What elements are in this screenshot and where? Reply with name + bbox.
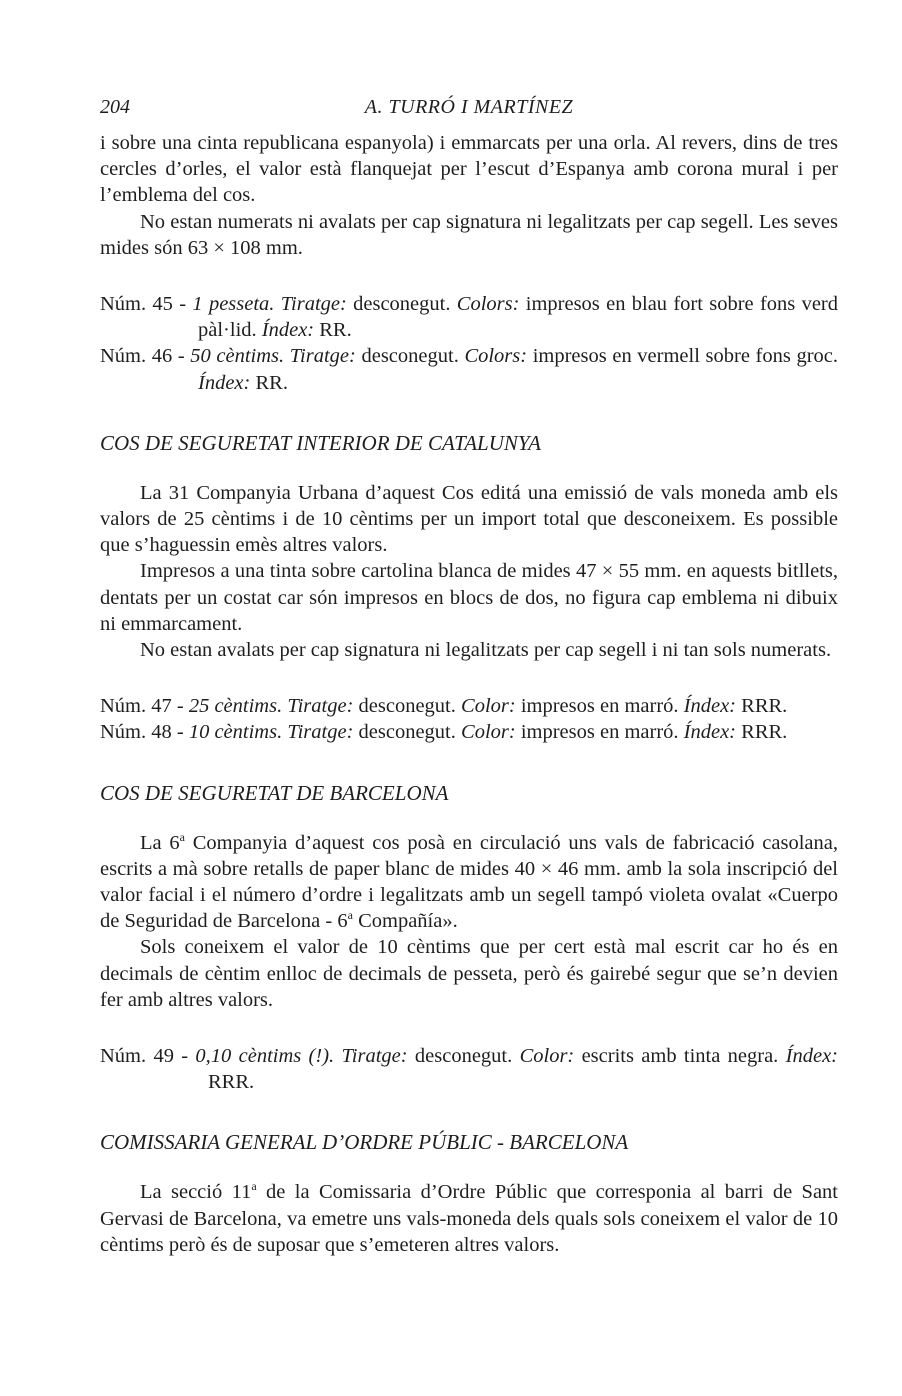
entry-value: 10 cèntims. — [188, 721, 283, 744]
catalog-entry-47 — [100, 693, 838, 719]
text-run: La 6 — [140, 831, 180, 854]
section3-paragraph-1 — [100, 1179, 838, 1258]
text-run: La secció 11 — [140, 1181, 252, 1204]
text-run: Compañía». — [352, 910, 458, 933]
entry-text: RRR. — [736, 721, 788, 744]
intro-paragraph-1: i sobre una cinta republicana espanyola) i emmarcats per una orla. Al revers, dins de tres cercles d’orles, el valor està flanquejat per l’escut d’Espanya amb corona mural i per l’emblema del cos. — [100, 132, 838, 207]
entry-label: Color: — [519, 1045, 575, 1068]
page-header — [100, 96, 838, 130]
entry-text: impresos en vermell sobre fons groc. — [527, 345, 839, 368]
section1-paragraph-2: Impresos a una tinta sobre cartolina blanca de mides 47 × 55 mm. en aquests bitllets, dentats per un costat car són impresos en blocs de dos, no figura cap emblema ni dibuix ni emmarcament. — [100, 560, 838, 635]
entry-label: Tiratge: — [289, 345, 356, 368]
entry-label: Color: — [461, 721, 516, 744]
entry-text: impresos en marró. — [515, 721, 684, 744]
section2-paragraph-1 — [100, 830, 838, 935]
entry-value: 1 pesseta. — [192, 293, 275, 316]
entry-value: 50 cèntims. — [190, 345, 285, 368]
section2-paragraph-2: Sols coneixem el valor de 10 cèntims que per cert està mal escrit car ho és en decimals de cèntim enlloc de decimals de pesseta, però és gairebé segur que se’n devien fer amb altres valors. — [100, 936, 838, 1011]
entry-text: impresos en marró. — [515, 695, 684, 718]
entry-label: Colors: — [456, 293, 520, 316]
section-heading-comissaria: COMISSARIA GENERAL D’ORDRE PÚBLIC - BARCELONA — [100, 1130, 629, 1155]
entry-label: Tiratge: — [287, 695, 354, 718]
document-page — [100, 96, 838, 1258]
catalog-entry-46 — [100, 343, 838, 395]
running-title: A. TURRÓ I MARTÍNEZ — [364, 96, 574, 118]
text-run: Companyia d’aquest cos posà en circulació uns vals de fabricació casolana, escrits a mà sobre retalls de paper blanc de mides 40 × 46 mm. amb la sola inscripció del valor facial i el número d’ordre i legalitzats amb un segell tampó violeta ovalat «Cuerpo de Seguridad de Barcelona - 6 — [100, 831, 838, 933]
entry-text: RRR. — [208, 1071, 255, 1094]
entry-label: Índex: — [198, 371, 251, 394]
superscript: a — [347, 908, 353, 923]
section1-paragraph-3: No estan avalats per cap signatura ni legalitzats per cap segell i ni tan sols numerats. — [140, 639, 832, 662]
entry-text: RRR. — [736, 695, 788, 718]
entry-value: 25 cèntims. — [188, 695, 283, 718]
section-heading-barcelona: COS DE SEGURETAT DE BARCELONA — [100, 780, 449, 805]
entry-text: escrits amb tinta negra. — [574, 1045, 786, 1068]
entry-text: desconegut. — [407, 1045, 520, 1068]
entry-value: 0,10 cèntims (!). — [195, 1045, 335, 1068]
text-run: de la Comissaria d’Ordre Públic que corresponia al barri de Sant Gervasi de Barcelona, va emetre uns vals-moneda dels quals sols coneixem el valor de 10 cèntims però és de suposar que s’emeteren altres valors. — [100, 1181, 838, 1256]
catalog-entry-48 — [100, 719, 838, 745]
entry-text: desconegut. — [353, 695, 462, 718]
entry-number: Núm. 46 - — [100, 345, 191, 368]
entry-label: Índex: — [261, 319, 315, 342]
entry-label: Índex: — [785, 1045, 838, 1068]
entry-text: RR. — [314, 319, 352, 342]
entry-text: impresos en blau fort sobre fons verd pàl·lid. — [198, 293, 839, 342]
intro-paragraph-2: No estan numerats ni avalats per cap signatura ni legalitzats per cap segell. Les seves mides són 63 × 108 mm. — [100, 210, 838, 259]
entry-number: Núm. 49 - — [100, 1045, 196, 1068]
entry-text: desconegut. — [353, 721, 462, 744]
entry-label: Colors: — [464, 345, 528, 368]
catalog-entry-45 — [100, 291, 838, 343]
section1-paragraph-1: La 31 Companyia Urbana d’aquest Cos editá una emissió de vals moneda amb els valors de 25 cèntims i de 10 cèntims per un import total que desconeixem. Es possible que s’haguessin emès altres valors. — [100, 481, 838, 557]
catalog-entry-49 — [100, 1043, 838, 1095]
entry-number: Núm. 48 - — [100, 721, 189, 744]
superscript: a — [251, 1179, 257, 1194]
entry-label: Tiratge: — [341, 1045, 408, 1068]
entry-text: desconegut. — [355, 345, 465, 368]
entry-label: Índex: — [683, 695, 737, 718]
entry-number: Núm. 47 - — [100, 695, 189, 718]
superscript: a — [179, 829, 185, 844]
section-heading-interior: COS DE SEGURETAT INTERIOR DE CATALUNYA — [100, 430, 541, 455]
entry-label: Tiratge: — [280, 293, 347, 316]
entry-label: Tiratge: — [287, 721, 354, 744]
entry-text: desconegut. — [346, 293, 457, 316]
entry-label: Color: — [461, 695, 516, 718]
page-number: 204 — [100, 96, 130, 118]
entry-text: RR. — [250, 371, 288, 394]
entry-label: Índex: — [683, 721, 737, 744]
entry-number: Núm. 45 - — [100, 293, 193, 316]
